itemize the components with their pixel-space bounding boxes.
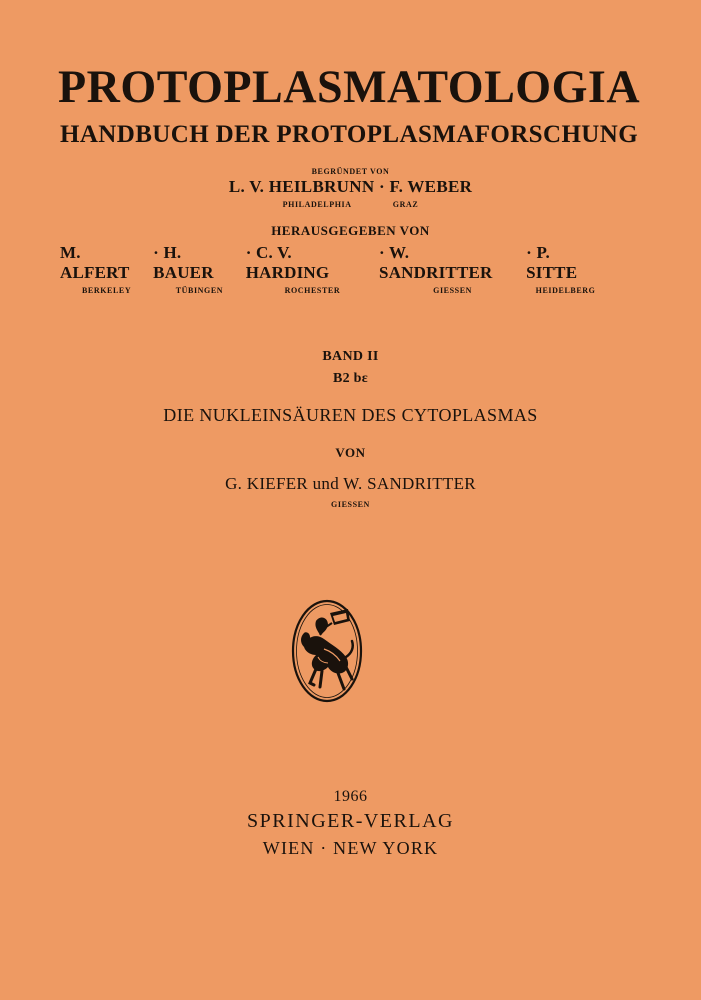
edited-by-label: HERAUSGEGEBEN VON	[271, 223, 430, 238]
founders: L. V. HEILBRUNN · F. WEBER	[228, 177, 473, 196]
volume-number: BAND II	[322, 349, 379, 364]
work-title: DIE NUKLEINSÄUREN DES CYTOPLASMAS	[163, 405, 538, 425]
publication-year: 1966	[333, 788, 368, 805]
founder-cities: PHILADELPHIA GRAZ	[282, 200, 419, 209]
editor-entry	[526, 243, 605, 295]
series-title: PROTOPLASMATOLOGIA	[58, 61, 641, 113]
editor-entry	[60, 243, 153, 295]
editor-name: · H. BAUER	[153, 243, 214, 282]
editor-name: · C. V. HARDING	[245, 243, 330, 282]
editor-name: M. ALFERT	[60, 243, 130, 282]
authors-city: GIESSEN	[331, 500, 370, 509]
editor-city: BERKELEY	[81, 286, 132, 295]
editor-city: GIESSEN	[433, 286, 473, 295]
editor-name: · W. SANDRITTER	[379, 243, 493, 282]
volume-code: B2 bε	[332, 371, 369, 386]
series-subtitle: HANDBUCH DER PROTOPLASMAFORSCHUNG	[60, 121, 639, 148]
editors-list	[60, 243, 605, 295]
publisher-name: SPRINGER-VERLAG	[247, 810, 454, 832]
by-label: VON	[335, 445, 366, 460]
founded-by-label: BEGRÜNDET VON	[311, 167, 390, 176]
publisher-place: WIEN · NEW YORK	[262, 838, 439, 858]
authors: G. KIEFER und W. SANDRITTER	[225, 474, 476, 493]
editor-city: ROCHESTER	[284, 286, 341, 295]
editor-city: TÜBINGEN	[175, 286, 224, 295]
editor-name: · P. SITTE	[526, 243, 578, 282]
editor-entry	[153, 243, 246, 295]
editor-entry	[379, 243, 526, 295]
editor-entry	[246, 243, 379, 295]
editor-city: HEIDELBERG	[535, 286, 596, 295]
springer-horse-emblem-icon	[290, 597, 364, 705]
